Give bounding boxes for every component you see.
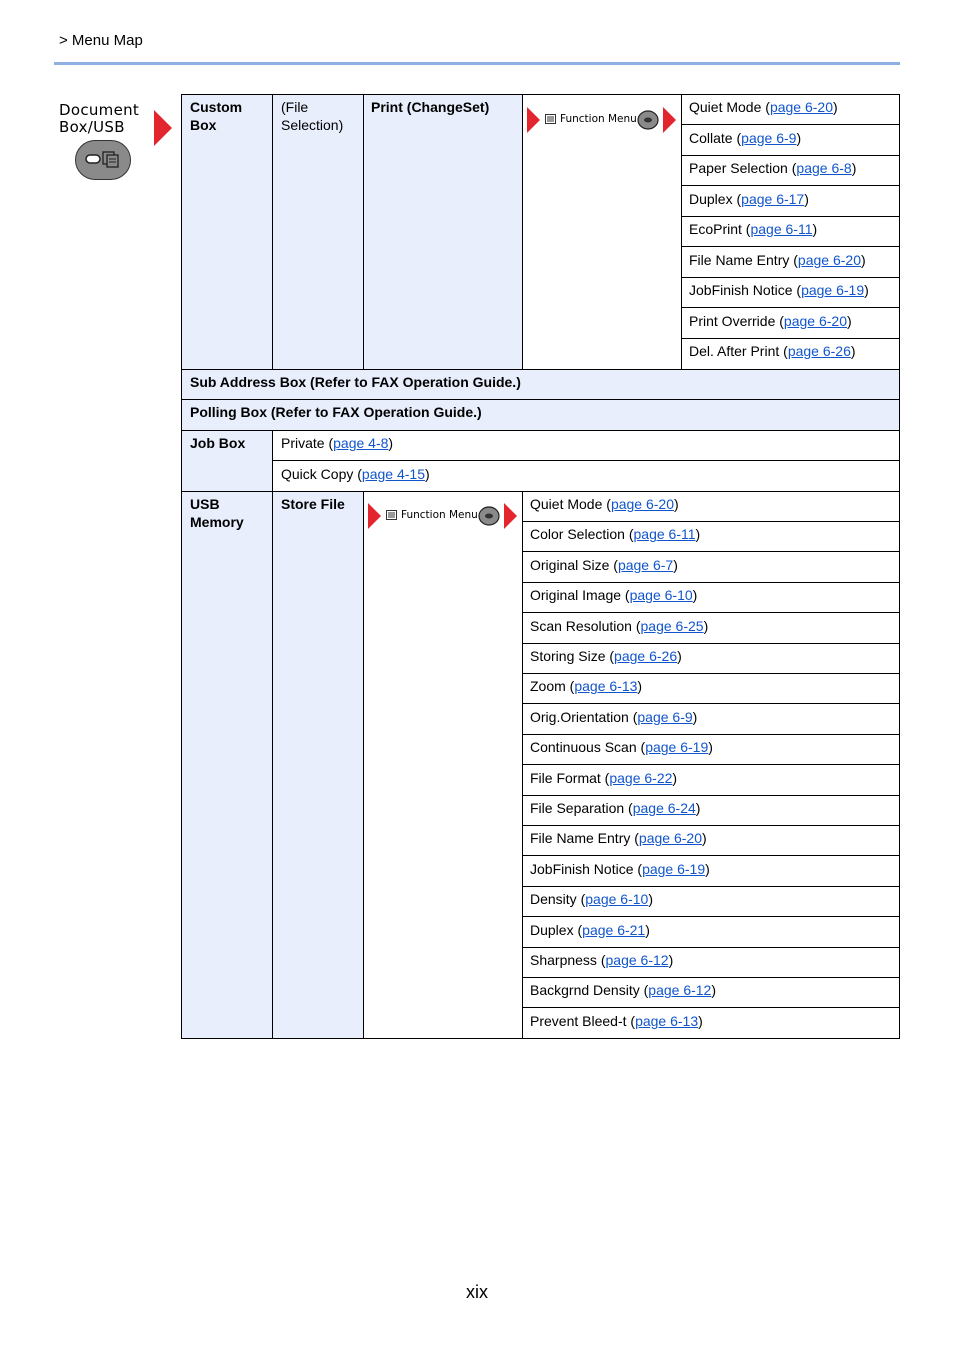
list-item: File Separation (page 6-24) [530, 800, 701, 816]
list-item: Del. After Print (page 6-26) [689, 343, 856, 359]
item-label: Prevent Bleed-t [530, 1012, 627, 1029]
item-label: Del. After Print [689, 343, 780, 359]
item-label: Sharpness [530, 952, 597, 968]
page-link[interactable]: page 6-8 [796, 160, 852, 176]
usb-memory-bg [181, 491, 363, 1038]
list-item: Color Selection (page 6-11) [530, 526, 701, 543]
item-label: EcoPrint [689, 221, 742, 237]
item-label: Quick Copy [281, 465, 354, 482]
page-link[interactable]: page 6-24 [632, 800, 696, 816]
page-link[interactable]: page 6-25 [640, 617, 704, 634]
item-label: Original Image [530, 587, 622, 604]
item-label: Storing Size [530, 648, 606, 664]
custom-box-bg [181, 94, 272, 369]
file-selection-label: (File Selection) [281, 99, 344, 133]
list-item: Print Override (page 6-20) [689, 312, 852, 329]
page-link[interactable]: page 6-26 [614, 648, 678, 664]
list-item: Original Image (page 6-10) [530, 587, 698, 604]
list-item: Quick Copy (page 4-15) [281, 465, 430, 482]
page-link[interactable]: page 6-20 [638, 830, 702, 847]
list-item: File Name Entry (page 6-20) [689, 251, 866, 268]
item-label: Quiet Mode [530, 496, 603, 512]
list-item: File Name Entry (page 6-20) [530, 830, 707, 847]
document-box-key-label-text: Document Box/USB [59, 101, 140, 136]
list-icon [545, 114, 557, 125]
page-number: xix [466, 1282, 488, 1302]
page-link[interactable]: page 6-21 [582, 921, 646, 938]
item-label: Private [281, 435, 325, 451]
document-box-key-label [59, 102, 139, 136]
item-label: JobFinish Notice [530, 860, 634, 877]
list-item: JobFinish Notice (page 6-19) [689, 282, 869, 298]
item-label: JobFinish Notice [689, 282, 793, 298]
list-item: JobFinish Notice (page 6-19) [530, 860, 710, 877]
usb-memory-label: USB Memory [190, 496, 244, 530]
list-item: Continuous Scan (page 6-19) [530, 739, 713, 756]
breadcrumb: > Menu Map [59, 32, 143, 49]
item-label: Zoom [530, 678, 566, 695]
item-label: File Name Entry [530, 830, 631, 847]
page-link[interactable]: page 6-22 [609, 769, 673, 786]
print-changeset-bg [363, 94, 522, 369]
page-link[interactable]: page 6-19 [645, 739, 709, 756]
page-link[interactable]: page 6-10 [585, 891, 649, 908]
page-link[interactable]: page 6-11 [633, 526, 696, 543]
item-label: Original Size [530, 556, 610, 573]
print-changeset-label: Print (ChangeSet) [371, 99, 490, 115]
page-link[interactable]: page 6-12 [605, 952, 669, 968]
page-link[interactable]: page 6-20 [783, 312, 847, 329]
list-item: EcoPrint (page 6-11) [689, 221, 818, 237]
list-item: Sharpness (page 6-12) [530, 952, 674, 968]
list-item: Backgrnd Density (page 6-12) [530, 982, 717, 999]
function-menu-key-icon [637, 110, 659, 130]
list-item: Collate (page 6-9) [689, 129, 802, 146]
page-link[interactable]: page 6-20 [610, 496, 674, 512]
page-link[interactable]: page 6-13 [635, 1012, 699, 1029]
list-item: Storing Size (page 6-26) [530, 648, 682, 664]
item-label: Color Selection [530, 526, 625, 543]
page-link[interactable]: page 6-20 [797, 251, 861, 268]
page-link[interactable]: page 6-17 [741, 190, 805, 207]
list-item: Prevent Bleed-t (page 6-13) [530, 1012, 703, 1029]
page-link[interactable]: page 6-20 [769, 99, 833, 115]
list-icon [386, 510, 398, 521]
list-item: Duplex (page 6-21) [530, 921, 650, 938]
function-menu-key-icon [478, 506, 500, 526]
page-link[interactable]: page 4-15 [361, 465, 425, 482]
item-label: Density [530, 891, 577, 908]
item-label: Quiet Mode [689, 99, 762, 115]
page-link[interactable]: page 4-8 [333, 435, 389, 451]
arrow-right-icon [368, 503, 382, 529]
list-item: Quiet Mode (page 6-20) [689, 99, 838, 115]
list-item: Quiet Mode (page 6-20) [530, 496, 679, 512]
arrow-right-icon [504, 503, 518, 529]
item-label: Collate [689, 129, 733, 146]
list-item: Original Size (page 6-7) [530, 556, 678, 573]
list-item: Private (page 4-8) [281, 435, 394, 451]
function-menu-label: Function Menu [560, 113, 637, 125]
page-link[interactable]: page 6-7 [617, 556, 674, 573]
arrow-right-icon [663, 107, 677, 133]
polling-box-row: Polling Box (Refer to FAX Operation Guide.) [190, 404, 482, 420]
page-link[interactable]: page 6-19 [801, 282, 865, 298]
item-label: Duplex [530, 921, 574, 938]
page-link[interactable]: page 6-19 [642, 860, 706, 877]
item-label: Backgrnd Density [530, 982, 640, 999]
item-label: File Name Entry [689, 251, 790, 268]
arrow-right-icon [154, 110, 172, 146]
job-box-label: Job Box [190, 435, 246, 451]
file-selection-bg [272, 94, 363, 369]
list-item: Orig.Orientation (page 6-9) [530, 708, 698, 725]
document-box-key-icon [75, 140, 131, 180]
page-link[interactable]: page 6-26 [787, 343, 851, 359]
list-item: File Format (page 6-22) [530, 769, 678, 786]
page-link[interactable]: page 6-9 [741, 129, 797, 146]
list-item: Paper Selection (page 6-8) [689, 160, 857, 176]
page-link[interactable]: page 6-13 [574, 678, 638, 695]
store-file-label: Store File [281, 496, 345, 512]
page-link[interactable]: page 6-12 [648, 982, 712, 999]
sub-address-box-row: Sub Address Box (Refer to FAX Operation Guide.) [190, 374, 521, 390]
item-label: Orig.Orientation [530, 708, 629, 725]
item-label: Continuous Scan [530, 739, 637, 756]
list-item: Density (page 6-10) [530, 891, 653, 908]
list-item: Duplex (page 6-17) [689, 190, 809, 207]
item-label: File Format [530, 769, 601, 786]
item-label: Scan Resolution [530, 617, 632, 634]
item-label: Paper Selection [689, 160, 788, 176]
item-label: Duplex [689, 190, 733, 207]
item-label: File Separation [530, 800, 625, 816]
page-link[interactable]: page 6-9 [637, 708, 693, 725]
page-link[interactable]: page 6-11 [750, 221, 813, 237]
function-menu-label: Function Menu [401, 509, 478, 521]
page-link[interactable]: page 6-10 [629, 587, 693, 604]
list-item: Scan Resolution (page 6-25) [530, 617, 709, 634]
arrow-right-icon [527, 107, 541, 133]
custom-box-label: Custom Box [190, 99, 243, 133]
header-rule [54, 62, 900, 65]
list-item: Zoom (page 6-13) [530, 678, 643, 695]
item-label: Print Override [689, 312, 776, 329]
